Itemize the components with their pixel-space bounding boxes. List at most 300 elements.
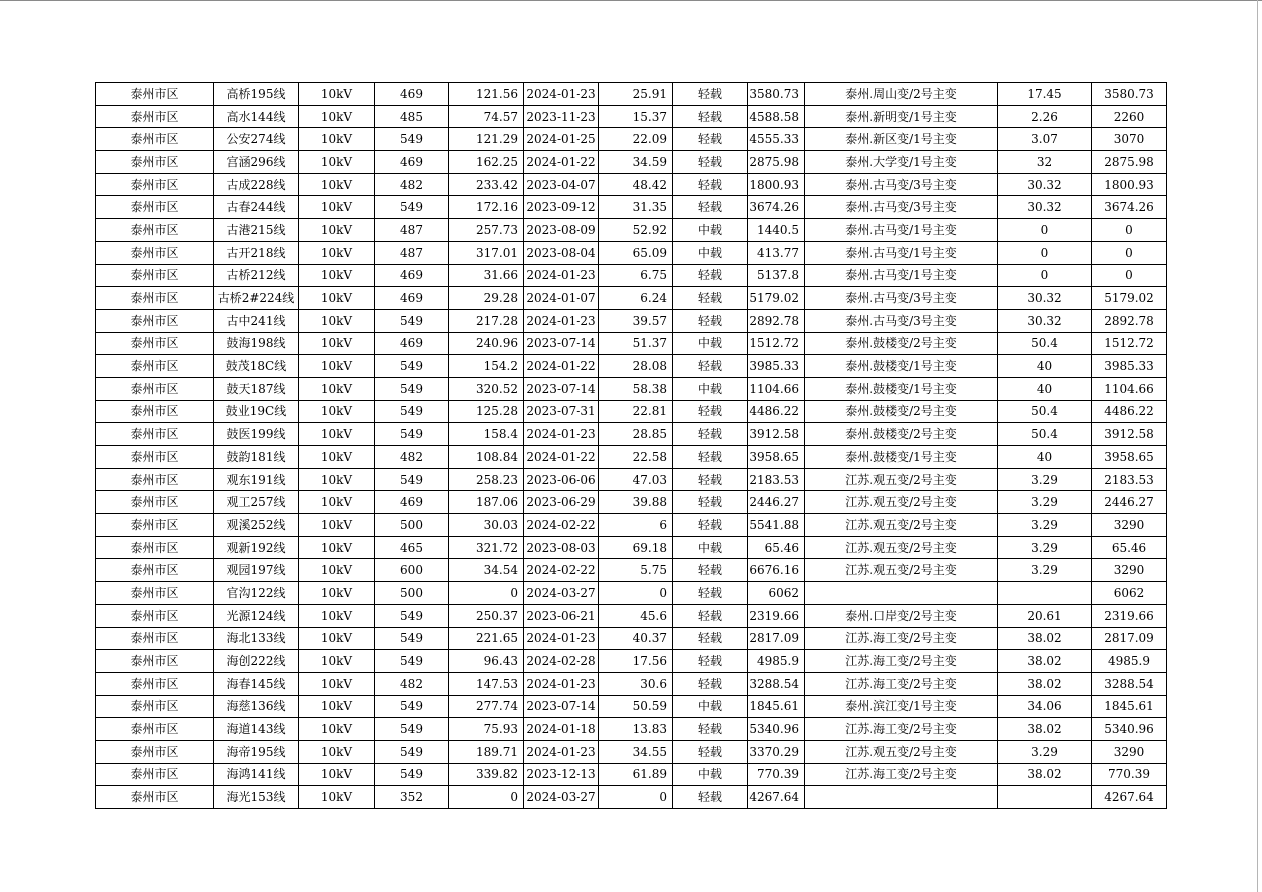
max-load-cell: 121.56 xyxy=(449,83,524,106)
load-status-cell: 轻载 xyxy=(673,83,748,106)
line-name-cell: 海鸿141线 xyxy=(214,763,299,786)
transformer-cell: 泰州.鼓楼变/1号主变 xyxy=(805,446,998,469)
voltage-cell: 10kV xyxy=(299,309,375,332)
transformer-margin-cell: 20.61 xyxy=(998,604,1092,627)
rated-capacity-cell: 469 xyxy=(375,287,449,310)
load-rate-cell: 6.24 xyxy=(599,287,673,310)
load-status-cell: 轻载 xyxy=(673,627,748,650)
load-rate-cell: 52.92 xyxy=(599,219,673,242)
peak-date-cell: 2023-06-29 xyxy=(524,491,599,514)
rated-capacity-cell: 487 xyxy=(375,241,449,264)
rated-capacity-cell: 549 xyxy=(375,763,449,786)
peak-date-cell: 2024-01-23 xyxy=(524,83,599,106)
open-capacity-cell: 1800.93 xyxy=(1092,173,1167,196)
transformer-cell: 泰州.鼓楼变/2号主变 xyxy=(805,400,998,423)
line-name-cell: 古桥212线 xyxy=(214,264,299,287)
region-cell: 泰州市区 xyxy=(96,627,214,650)
transformer-cell: 泰州.周山变/2号主变 xyxy=(805,83,998,106)
voltage-cell: 10kV xyxy=(299,128,375,151)
peak-date-cell: 2023-08-09 xyxy=(524,219,599,242)
available-capacity-cell: 770.39 xyxy=(748,763,805,786)
rated-capacity-cell: 465 xyxy=(375,536,449,559)
voltage-cell: 10kV xyxy=(299,173,375,196)
transformer-margin-cell: 30.32 xyxy=(998,196,1092,219)
transformer-cell: 泰州.古马变/3号主变 xyxy=(805,173,998,196)
transformer-cell: 江苏.海工变/2号主变 xyxy=(805,672,998,695)
max-load-cell: 34.54 xyxy=(449,559,524,582)
voltage-cell: 10kV xyxy=(299,151,375,174)
available-capacity-cell: 5137.8 xyxy=(748,264,805,287)
region-cell: 泰州市区 xyxy=(96,151,214,174)
available-capacity-cell: 65.46 xyxy=(748,536,805,559)
max-load-cell: 317.01 xyxy=(449,241,524,264)
rated-capacity-cell: 549 xyxy=(375,604,449,627)
feeder-load-table xyxy=(95,82,1167,809)
transformer-margin-cell: 30.32 xyxy=(998,173,1092,196)
voltage-cell: 10kV xyxy=(299,332,375,355)
table-row xyxy=(96,309,1167,332)
load-status-cell: 轻载 xyxy=(673,491,748,514)
max-load-cell: 277.74 xyxy=(449,695,524,718)
table-row xyxy=(96,786,1167,809)
region-cell: 泰州市区 xyxy=(96,128,214,151)
transformer-margin-cell: 3.29 xyxy=(998,740,1092,763)
transformer-cell: 江苏.观五变/2号主变 xyxy=(805,559,998,582)
peak-date-cell: 2024-01-23 xyxy=(524,264,599,287)
transformer-cell: 泰州.新明变/1号主变 xyxy=(805,105,998,128)
load-rate-cell: 50.59 xyxy=(599,695,673,718)
line-name-cell: 古港215线 xyxy=(214,219,299,242)
voltage-cell: 10kV xyxy=(299,491,375,514)
peak-date-cell: 2024-01-23 xyxy=(524,627,599,650)
load-rate-cell: 40.37 xyxy=(599,627,673,650)
open-capacity-cell: 5340.96 xyxy=(1092,718,1167,741)
table-row xyxy=(96,627,1167,650)
peak-date-cell: 2023-09-12 xyxy=(524,196,599,219)
rated-capacity-cell: 549 xyxy=(375,740,449,763)
line-name-cell: 海光153线 xyxy=(214,786,299,809)
transformer-cell: 泰州.古马变/1号主变 xyxy=(805,219,998,242)
available-capacity-cell: 2446.27 xyxy=(748,491,805,514)
load-rate-cell: 48.42 xyxy=(599,173,673,196)
open-capacity-cell: 3580.73 xyxy=(1092,83,1167,106)
line-name-cell: 鼓天187线 xyxy=(214,377,299,400)
voltage-cell: 10kV xyxy=(299,468,375,491)
region-cell: 泰州市区 xyxy=(96,672,214,695)
max-load-cell: 108.84 xyxy=(449,446,524,469)
open-capacity-cell: 2446.27 xyxy=(1092,491,1167,514)
max-load-cell: 217.28 xyxy=(449,309,524,332)
open-capacity-cell: 3912.58 xyxy=(1092,423,1167,446)
available-capacity-cell: 2892.78 xyxy=(748,309,805,332)
load-status-cell: 轻载 xyxy=(673,718,748,741)
region-cell: 泰州市区 xyxy=(96,446,214,469)
load-status-cell: 中载 xyxy=(673,695,748,718)
region-cell: 泰州市区 xyxy=(96,423,214,446)
voltage-cell: 10kV xyxy=(299,627,375,650)
transformer-margin-cell: 0 xyxy=(998,241,1092,264)
line-name-cell: 鼓海198线 xyxy=(214,332,299,355)
peak-date-cell: 2024-01-23 xyxy=(524,672,599,695)
load-rate-cell: 39.57 xyxy=(599,309,673,332)
table-row xyxy=(96,173,1167,196)
voltage-cell: 10kV xyxy=(299,514,375,537)
region-cell: 泰州市区 xyxy=(96,264,214,287)
table-row xyxy=(96,423,1167,446)
peak-date-cell: 2023-11-23 xyxy=(524,105,599,128)
line-name-cell: 鼓业19C线 xyxy=(214,400,299,423)
max-load-cell: 0 xyxy=(449,786,524,809)
transformer-margin-cell xyxy=(998,582,1092,605)
available-capacity-cell: 4267.64 xyxy=(748,786,805,809)
line-name-cell: 观东191线 xyxy=(214,468,299,491)
transformer-margin-cell: 3.29 xyxy=(998,491,1092,514)
region-cell: 泰州市区 xyxy=(96,241,214,264)
open-capacity-cell: 2817.09 xyxy=(1092,627,1167,650)
transformer-margin-cell: 40 xyxy=(998,355,1092,378)
load-status-cell: 轻载 xyxy=(673,740,748,763)
max-load-cell: 321.72 xyxy=(449,536,524,559)
peak-date-cell: 2023-08-03 xyxy=(524,536,599,559)
transformer-cell: 泰州.古马变/3号主变 xyxy=(805,287,998,310)
peak-date-cell: 2024-01-23 xyxy=(524,423,599,446)
rated-capacity-cell: 482 xyxy=(375,173,449,196)
line-name-cell: 鼓医199线 xyxy=(214,423,299,446)
load-rate-cell: 45.6 xyxy=(599,604,673,627)
load-status-cell: 轻载 xyxy=(673,582,748,605)
transformer-cell: 江苏.海工变/2号主变 xyxy=(805,718,998,741)
line-name-cell: 古春244线 xyxy=(214,196,299,219)
max-load-cell: 154.2 xyxy=(449,355,524,378)
peak-date-cell: 2023-06-06 xyxy=(524,468,599,491)
voltage-cell: 10kV xyxy=(299,83,375,106)
load-status-cell: 中载 xyxy=(673,763,748,786)
region-cell: 泰州市区 xyxy=(96,514,214,537)
transformer-margin-cell: 0 xyxy=(998,219,1092,242)
peak-date-cell: 2024-02-22 xyxy=(524,559,599,582)
load-rate-cell: 17.56 xyxy=(599,650,673,673)
voltage-cell: 10kV xyxy=(299,582,375,605)
table-body xyxy=(96,83,1167,809)
voltage-cell: 10kV xyxy=(299,786,375,809)
load-rate-cell: 0 xyxy=(599,786,673,809)
open-capacity-cell: 2260 xyxy=(1092,105,1167,128)
transformer-cell: 江苏.观五变/2号主变 xyxy=(805,740,998,763)
voltage-cell: 10kV xyxy=(299,355,375,378)
region-cell: 泰州市区 xyxy=(96,219,214,242)
load-status-cell: 中载 xyxy=(673,219,748,242)
load-rate-cell: 22.81 xyxy=(599,400,673,423)
region-cell: 泰州市区 xyxy=(96,582,214,605)
load-rate-cell: 22.09 xyxy=(599,128,673,151)
available-capacity-cell: 1104.66 xyxy=(748,377,805,400)
load-status-cell: 中载 xyxy=(673,377,748,400)
available-capacity-cell: 3580.73 xyxy=(748,83,805,106)
open-capacity-cell: 3070 xyxy=(1092,128,1167,151)
rated-capacity-cell: 500 xyxy=(375,582,449,605)
voltage-cell: 10kV xyxy=(299,196,375,219)
max-load-cell: 240.96 xyxy=(449,332,524,355)
load-status-cell: 轻载 xyxy=(673,423,748,446)
line-name-cell: 海道143线 xyxy=(214,718,299,741)
open-capacity-cell: 0 xyxy=(1092,264,1167,287)
load-rate-cell: 28.85 xyxy=(599,423,673,446)
open-capacity-cell: 2183.53 xyxy=(1092,468,1167,491)
load-status-cell: 轻载 xyxy=(673,309,748,332)
transformer-margin-cell: 38.02 xyxy=(998,763,1092,786)
line-name-cell: 高桥195线 xyxy=(214,83,299,106)
region-cell: 泰州市区 xyxy=(96,740,214,763)
rated-capacity-cell: 600 xyxy=(375,559,449,582)
rated-capacity-cell: 469 xyxy=(375,151,449,174)
load-status-cell: 中载 xyxy=(673,536,748,559)
peak-date-cell: 2024-01-22 xyxy=(524,446,599,469)
max-load-cell: 29.28 xyxy=(449,287,524,310)
table-row xyxy=(96,559,1167,582)
transformer-cell: 泰州.古马变/3号主变 xyxy=(805,309,998,332)
max-load-cell: 221.65 xyxy=(449,627,524,650)
rated-capacity-cell: 549 xyxy=(375,627,449,650)
line-name-cell: 宫涵296线 xyxy=(214,151,299,174)
rated-capacity-cell: 485 xyxy=(375,105,449,128)
load-rate-cell: 34.55 xyxy=(599,740,673,763)
max-load-cell: 75.93 xyxy=(449,718,524,741)
open-capacity-cell: 3985.33 xyxy=(1092,355,1167,378)
line-name-cell: 古中241线 xyxy=(214,309,299,332)
open-capacity-cell: 3674.26 xyxy=(1092,196,1167,219)
available-capacity-cell: 3370.29 xyxy=(748,740,805,763)
load-rate-cell: 0 xyxy=(599,582,673,605)
max-load-cell: 121.29 xyxy=(449,128,524,151)
region-cell: 泰州市区 xyxy=(96,377,214,400)
peak-date-cell: 2024-02-22 xyxy=(524,514,599,537)
transformer-margin-cell xyxy=(998,786,1092,809)
load-rate-cell: 58.38 xyxy=(599,377,673,400)
transformer-margin-cell: 30.32 xyxy=(998,309,1092,332)
rated-capacity-cell: 487 xyxy=(375,219,449,242)
load-status-cell: 轻载 xyxy=(673,128,748,151)
line-name-cell: 观新192线 xyxy=(214,536,299,559)
load-status-cell: 轻载 xyxy=(673,672,748,695)
region-cell: 泰州市区 xyxy=(96,786,214,809)
load-rate-cell: 65.09 xyxy=(599,241,673,264)
transformer-cell xyxy=(805,786,998,809)
open-capacity-cell: 1845.61 xyxy=(1092,695,1167,718)
available-capacity-cell: 6676.16 xyxy=(748,559,805,582)
available-capacity-cell: 1845.61 xyxy=(748,695,805,718)
rated-capacity-cell: 500 xyxy=(375,514,449,537)
voltage-cell: 10kV xyxy=(299,287,375,310)
transformer-margin-cell: 30.32 xyxy=(998,287,1092,310)
load-rate-cell: 34.59 xyxy=(599,151,673,174)
transformer-margin-cell: 50.4 xyxy=(998,400,1092,423)
table-row xyxy=(96,740,1167,763)
transformer-margin-cell: 17.45 xyxy=(998,83,1092,106)
open-capacity-cell: 65.46 xyxy=(1092,536,1167,559)
transformer-margin-cell: 38.02 xyxy=(998,718,1092,741)
voltage-cell: 10kV xyxy=(299,695,375,718)
line-name-cell: 海创222线 xyxy=(214,650,299,673)
region-cell: 泰州市区 xyxy=(96,355,214,378)
voltage-cell: 10kV xyxy=(299,446,375,469)
max-load-cell: 31.66 xyxy=(449,264,524,287)
region-cell: 泰州市区 xyxy=(96,763,214,786)
peak-date-cell: 2024-01-18 xyxy=(524,718,599,741)
table-row xyxy=(96,83,1167,106)
peak-date-cell: 2024-01-23 xyxy=(524,740,599,763)
table-row xyxy=(96,718,1167,741)
rated-capacity-cell: 549 xyxy=(375,423,449,446)
peak-date-cell: 2023-07-31 xyxy=(524,400,599,423)
line-name-cell: 公安274线 xyxy=(214,128,299,151)
open-capacity-cell: 4267.64 xyxy=(1092,786,1167,809)
rated-capacity-cell: 482 xyxy=(375,446,449,469)
load-status-cell: 中载 xyxy=(673,332,748,355)
transformer-cell: 江苏.观五变/2号主变 xyxy=(805,536,998,559)
load-status-cell: 轻载 xyxy=(673,468,748,491)
available-capacity-cell: 6062 xyxy=(748,582,805,605)
load-status-cell: 轻载 xyxy=(673,151,748,174)
transformer-cell: 泰州.古马变/3号主变 xyxy=(805,196,998,219)
available-capacity-cell: 2875.98 xyxy=(748,151,805,174)
load-rate-cell: 15.37 xyxy=(599,105,673,128)
load-status-cell: 中载 xyxy=(673,241,748,264)
open-capacity-cell: 1512.72 xyxy=(1092,332,1167,355)
voltage-cell: 10kV xyxy=(299,604,375,627)
table-row xyxy=(96,514,1167,537)
region-cell: 泰州市区 xyxy=(96,536,214,559)
load-status-cell: 轻载 xyxy=(673,514,748,537)
line-name-cell: 观园197线 xyxy=(214,559,299,582)
table-row xyxy=(96,105,1167,128)
peak-date-cell: 2023-04-07 xyxy=(524,173,599,196)
available-capacity-cell: 1512.72 xyxy=(748,332,805,355)
voltage-cell: 10kV xyxy=(299,718,375,741)
available-capacity-cell: 3674.26 xyxy=(748,196,805,219)
transformer-cell: 泰州.鼓楼变/2号主变 xyxy=(805,423,998,446)
voltage-cell: 10kV xyxy=(299,264,375,287)
peak-date-cell: 2023-07-14 xyxy=(524,332,599,355)
rated-capacity-cell: 352 xyxy=(375,786,449,809)
load-rate-cell: 39.88 xyxy=(599,491,673,514)
voltage-cell: 10kV xyxy=(299,559,375,582)
transformer-margin-cell: 50.4 xyxy=(998,332,1092,355)
open-capacity-cell: 3290 xyxy=(1092,514,1167,537)
available-capacity-cell: 5340.96 xyxy=(748,718,805,741)
transformer-margin-cell: 50.4 xyxy=(998,423,1092,446)
peak-date-cell: 2024-02-28 xyxy=(524,650,599,673)
line-name-cell: 海北133线 xyxy=(214,627,299,650)
max-load-cell: 96.43 xyxy=(449,650,524,673)
open-capacity-cell: 2892.78 xyxy=(1092,309,1167,332)
rated-capacity-cell: 482 xyxy=(375,672,449,695)
max-load-cell: 320.52 xyxy=(449,377,524,400)
available-capacity-cell: 4985.9 xyxy=(748,650,805,673)
transformer-cell: 泰州.新区变/1号主变 xyxy=(805,128,998,151)
rated-capacity-cell: 549 xyxy=(375,196,449,219)
load-rate-cell: 13.83 xyxy=(599,718,673,741)
table-row xyxy=(96,400,1167,423)
rated-capacity-cell: 549 xyxy=(375,650,449,673)
table-row xyxy=(96,287,1167,310)
rated-capacity-cell: 549 xyxy=(375,128,449,151)
load-status-cell: 轻载 xyxy=(673,355,748,378)
peak-date-cell: 2024-03-27 xyxy=(524,786,599,809)
peak-date-cell: 2024-01-22 xyxy=(524,355,599,378)
max-load-cell: 74.57 xyxy=(449,105,524,128)
max-load-cell: 187.06 xyxy=(449,491,524,514)
load-rate-cell: 5.75 xyxy=(599,559,673,582)
load-status-cell: 轻载 xyxy=(673,264,748,287)
load-status-cell: 轻载 xyxy=(673,287,748,310)
rated-capacity-cell: 549 xyxy=(375,355,449,378)
transformer-cell: 江苏.观五变/2号主变 xyxy=(805,491,998,514)
table-row xyxy=(96,446,1167,469)
rated-capacity-cell: 549 xyxy=(375,400,449,423)
line-name-cell: 古桥2#224线 xyxy=(214,287,299,310)
region-cell: 泰州市区 xyxy=(96,604,214,627)
line-name-cell: 鼓茂18C线 xyxy=(214,355,299,378)
peak-date-cell: 2023-07-14 xyxy=(524,695,599,718)
transformer-cell: 江苏.海工变/2号主变 xyxy=(805,763,998,786)
region-cell: 泰州市区 xyxy=(96,173,214,196)
transformer-cell: 江苏.海工变/2号主变 xyxy=(805,650,998,673)
transformer-cell: 江苏.观五变/2号主变 xyxy=(805,468,998,491)
load-rate-cell: 61.89 xyxy=(599,763,673,786)
table-row xyxy=(96,536,1167,559)
region-cell: 泰州市区 xyxy=(96,559,214,582)
rated-capacity-cell: 549 xyxy=(375,695,449,718)
region-cell: 泰州市区 xyxy=(96,718,214,741)
available-capacity-cell: 5179.02 xyxy=(748,287,805,310)
open-capacity-cell: 770.39 xyxy=(1092,763,1167,786)
line-name-cell: 海帝195线 xyxy=(214,740,299,763)
peak-date-cell: 2023-12-13 xyxy=(524,763,599,786)
available-capacity-cell: 3958.65 xyxy=(748,446,805,469)
transformer-cell: 泰州.鼓楼变/1号主变 xyxy=(805,377,998,400)
max-load-cell: 250.37 xyxy=(449,604,524,627)
max-load-cell: 233.42 xyxy=(449,173,524,196)
table-row xyxy=(96,264,1167,287)
load-status-cell: 轻载 xyxy=(673,604,748,627)
table-row xyxy=(96,219,1167,242)
load-status-cell: 轻载 xyxy=(673,400,748,423)
max-load-cell: 147.53 xyxy=(449,672,524,695)
line-name-cell: 观工257线 xyxy=(214,491,299,514)
region-cell: 泰州市区 xyxy=(96,468,214,491)
load-status-cell: 轻载 xyxy=(673,446,748,469)
open-capacity-cell: 3290 xyxy=(1092,740,1167,763)
transformer-cell: 泰州.滨江变/1号主变 xyxy=(805,695,998,718)
load-rate-cell: 6.75 xyxy=(599,264,673,287)
voltage-cell: 10kV xyxy=(299,672,375,695)
transformer-cell xyxy=(805,582,998,605)
transformer-margin-cell: 32 xyxy=(998,151,1092,174)
transformer-margin-cell: 3.29 xyxy=(998,468,1092,491)
voltage-cell: 10kV xyxy=(299,241,375,264)
open-capacity-cell: 4985.9 xyxy=(1092,650,1167,673)
max-load-cell: 189.71 xyxy=(449,740,524,763)
transformer-cell: 泰州.鼓楼变/1号主变 xyxy=(805,355,998,378)
voltage-cell: 10kV xyxy=(299,377,375,400)
rated-capacity-cell: 469 xyxy=(375,332,449,355)
transformer-margin-cell: 40 xyxy=(998,446,1092,469)
max-load-cell: 172.16 xyxy=(449,196,524,219)
load-rate-cell: 51.37 xyxy=(599,332,673,355)
max-load-cell: 0 xyxy=(449,582,524,605)
open-capacity-cell: 0 xyxy=(1092,241,1167,264)
region-cell: 泰州市区 xyxy=(96,695,214,718)
